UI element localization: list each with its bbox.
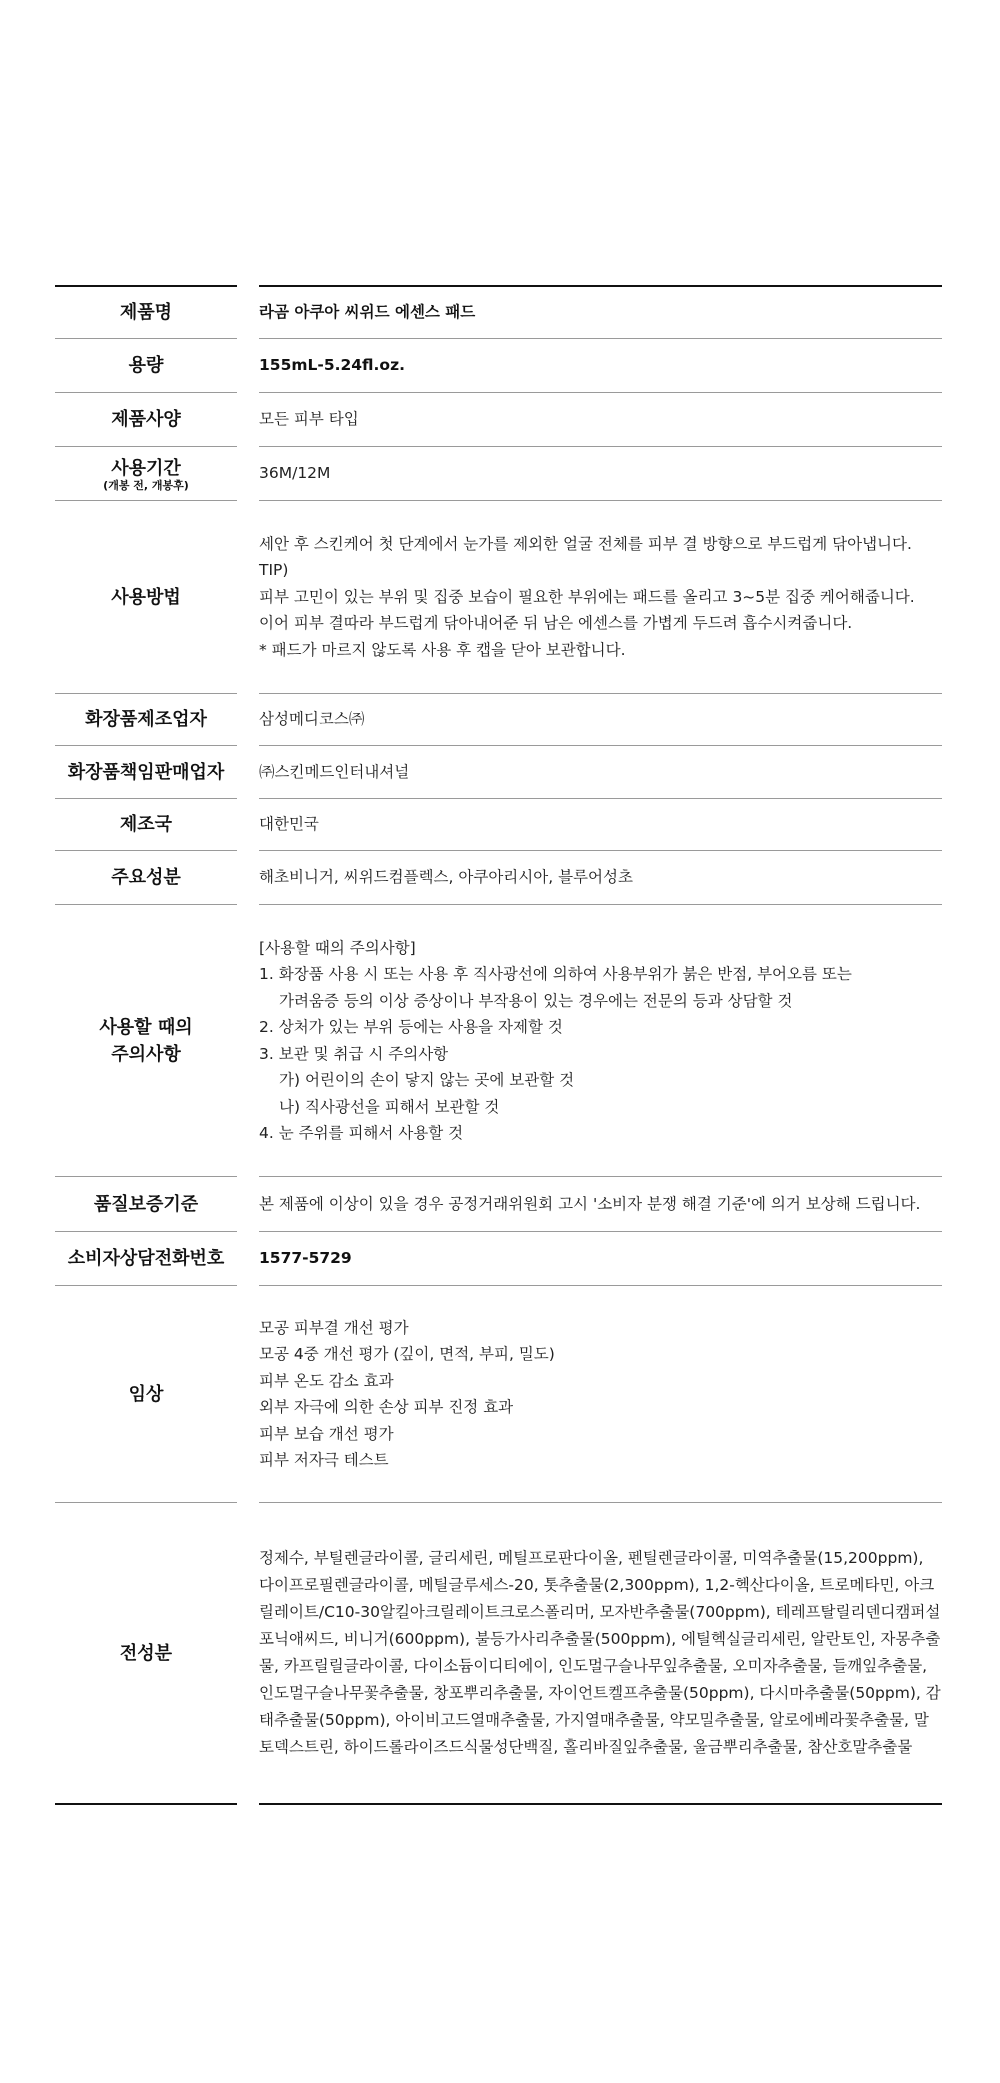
clinical-line: 피부 온도 감소 효과 — [259, 1371, 394, 1390]
row-volume — [55, 338, 942, 392]
value-quality: 본 제품에 이상이 있을 경우 공정거래위원회 고시 '소비자 분쟁 해결 기준'에 의거 보상해 드립니다. — [259, 1176, 942, 1231]
label-product-name: 제품명 — [55, 285, 237, 338]
label-caution — [55, 904, 237, 1176]
row-product-name — [55, 285, 942, 338]
ingredients-text: 정제수, 부틸렌글라이콜, 글리세린, 메틸프로판다이올, 펜틸렌글라이콜, 미역추출물(15,200ppm), 다이프로필렌글라이콜, 메틸글루세스-20, 톳추출물(2,300ppm), 1,2-헥산다이올, 트로메타민, 아크릴레이트/C10-30알킬아크릴레이트크로스폴리머, 모자반추출물(700ppm), 테레프탈릴리덴디캠퍼설포닉애씨드, 비니거(600ppm), 불등가사리추출물(500ppm), 에틸헥실글리세린, 알란토인, 자몽추출물, 카프릴릴글라이콜, 다이소듐이디티에이, 인도멀구슬나무잎추출물, 오미자추출물, 들깨잎추출물, 인도멀구슬나무꽃추출물, 창포뿌리추출물, 자이언트켈프추출물(50ppm), 다시마추출물(50ppm), 감태추출물(50ppm), 아이비고드열매추출물, 가지열매추출물, 약모밀추출물, 알로에베라꽃추출물, 말토덱스트린, 하이드롤라이즈드식물성단백질, 홀리바질잎추출물, 울금뿌리추출물, 참산호말추출물 — [259, 1549, 941, 1756]
clinical-line: 피부 보습 개선 평가 — [259, 1424, 394, 1443]
label-country: 제조국 — [55, 798, 237, 850]
label-clinical: 임상 — [55, 1285, 237, 1502]
caution-line: 2. 상처가 있는 부위 등에는 사용을 자제할 것 — [259, 1018, 563, 1036]
caution-line: 가려움증 등의 이상 증상이나 부작용이 있는 경우에는 전문의 등과 상담할 것 — [279, 991, 793, 1010]
usage-line: TIP) — [259, 561, 289, 580]
value-seller: ㈜스킨메드인터내셔널 — [259, 745, 942, 798]
clinical-line: 모공 피부결 개선 평가 — [259, 1318, 409, 1337]
value-ingredients — [259, 1502, 942, 1803]
label-quality: 품질보증기준 — [55, 1176, 237, 1231]
value-volume: 155mL-5.24fl.oz. — [259, 338, 942, 392]
caution-line: 가) 어린이의 손이 닿지 않는 곳에 보관할 것 — [279, 1071, 575, 1089]
label-period — [55, 446, 237, 500]
caution-line: 1. 화장품 사용 시 또는 사용 후 직사광선에 의하여 사용부위가 붉은 반점, 부어오름 또는 — [259, 965, 852, 983]
usage-line: 세안 후 스킨케어 첫 단계에서 눈가를 제외한 얼굴 전체를 피부 결 방향으로 부드럽게 닦아냅니다. — [259, 534, 912, 553]
clinical-line: 외부 자극에 의한 손상 피부 진정 효과 — [259, 1398, 514, 1416]
value-phone: 1577-5729 — [259, 1231, 942, 1285]
row-caution — [55, 904, 942, 1176]
clinical-line: 모공 4중 개선 평가 (깊이, 면적, 부피, 밀도) — [259, 1345, 555, 1363]
value-period: 36M/12M — [259, 446, 942, 500]
label-spec: 제품사양 — [55, 392, 237, 446]
label-usage: 사용방법 — [55, 500, 237, 693]
value-usage — [259, 500, 942, 693]
row-ingredients — [55, 1502, 942, 1803]
usage-line: 피부 고민이 있는 부위 및 집중 보습이 필요한 부위에는 패드를 올리고 3~5분 집중 케어해줍니다. — [259, 587, 915, 606]
row-country — [55, 798, 942, 850]
row-main-ingredients — [55, 850, 942, 904]
value-maker: 삼성메디코스㈜ — [259, 693, 942, 745]
value-main-ingredients: 해초비니거, 씨위드컴플렉스, 아쿠아리시아, 블루어성초 — [259, 850, 942, 904]
label-caution-line: 사용할 때의 — [99, 1016, 193, 1038]
label-volume: 용량 — [55, 338, 237, 392]
row-usage — [55, 500, 942, 693]
usage-line: 이어 피부 결따라 부드럽게 닦아내어준 뒤 남은 에센스를 가볍게 두드려 흡수시켜줍니다. — [259, 614, 853, 633]
label-main-ingredients: 주요성분 — [55, 850, 237, 904]
caution-line: 4. 눈 주위를 피해서 사용할 것 — [259, 1124, 464, 1142]
value-spec: 모든 피부 타입 — [259, 392, 942, 446]
label-seller: 화장품책임판매업자 — [55, 745, 237, 798]
label-period-main: 사용기간 — [111, 457, 181, 479]
caution-line: 나) 직사광선을 피해서 보관할 것 — [279, 1097, 500, 1116]
product-info-table — [55, 285, 942, 1803]
label-ingredients: 전성분 — [55, 1502, 237, 1803]
value-product-name: 라곰 아쿠아 씨위드 에센스 패드 — [259, 285, 942, 338]
label-phone: 소비자상담전화번호 — [55, 1231, 237, 1285]
bottom-rule-right — [259, 1803, 942, 1805]
label-maker: 화장품제조업자 — [55, 693, 237, 745]
row-maker — [55, 693, 942, 745]
caution-line: 3. 보관 및 취급 시 주의사항 — [259, 1044, 449, 1063]
bottom-rule-left — [55, 1803, 237, 1805]
value-country: 대한민국 — [259, 798, 942, 850]
row-clinical — [55, 1285, 942, 1502]
row-seller — [55, 745, 942, 798]
label-caution-line: 주의사항 — [111, 1043, 181, 1065]
label-period-sub: (개봉 전, 개봉후) — [103, 478, 189, 492]
value-caution — [259, 904, 942, 1176]
row-period — [55, 446, 942, 500]
clinical-line: 피부 저자극 테스트 — [259, 1451, 389, 1469]
row-phone — [55, 1231, 942, 1285]
row-quality — [55, 1176, 942, 1231]
row-spec — [55, 392, 942, 446]
value-clinical — [259, 1285, 942, 1502]
caution-line: [사용할 때의 주의사항] — [259, 938, 416, 957]
usage-line: * 패드가 마르지 않도록 사용 후 캡을 닫아 보관합니다. — [259, 640, 626, 659]
